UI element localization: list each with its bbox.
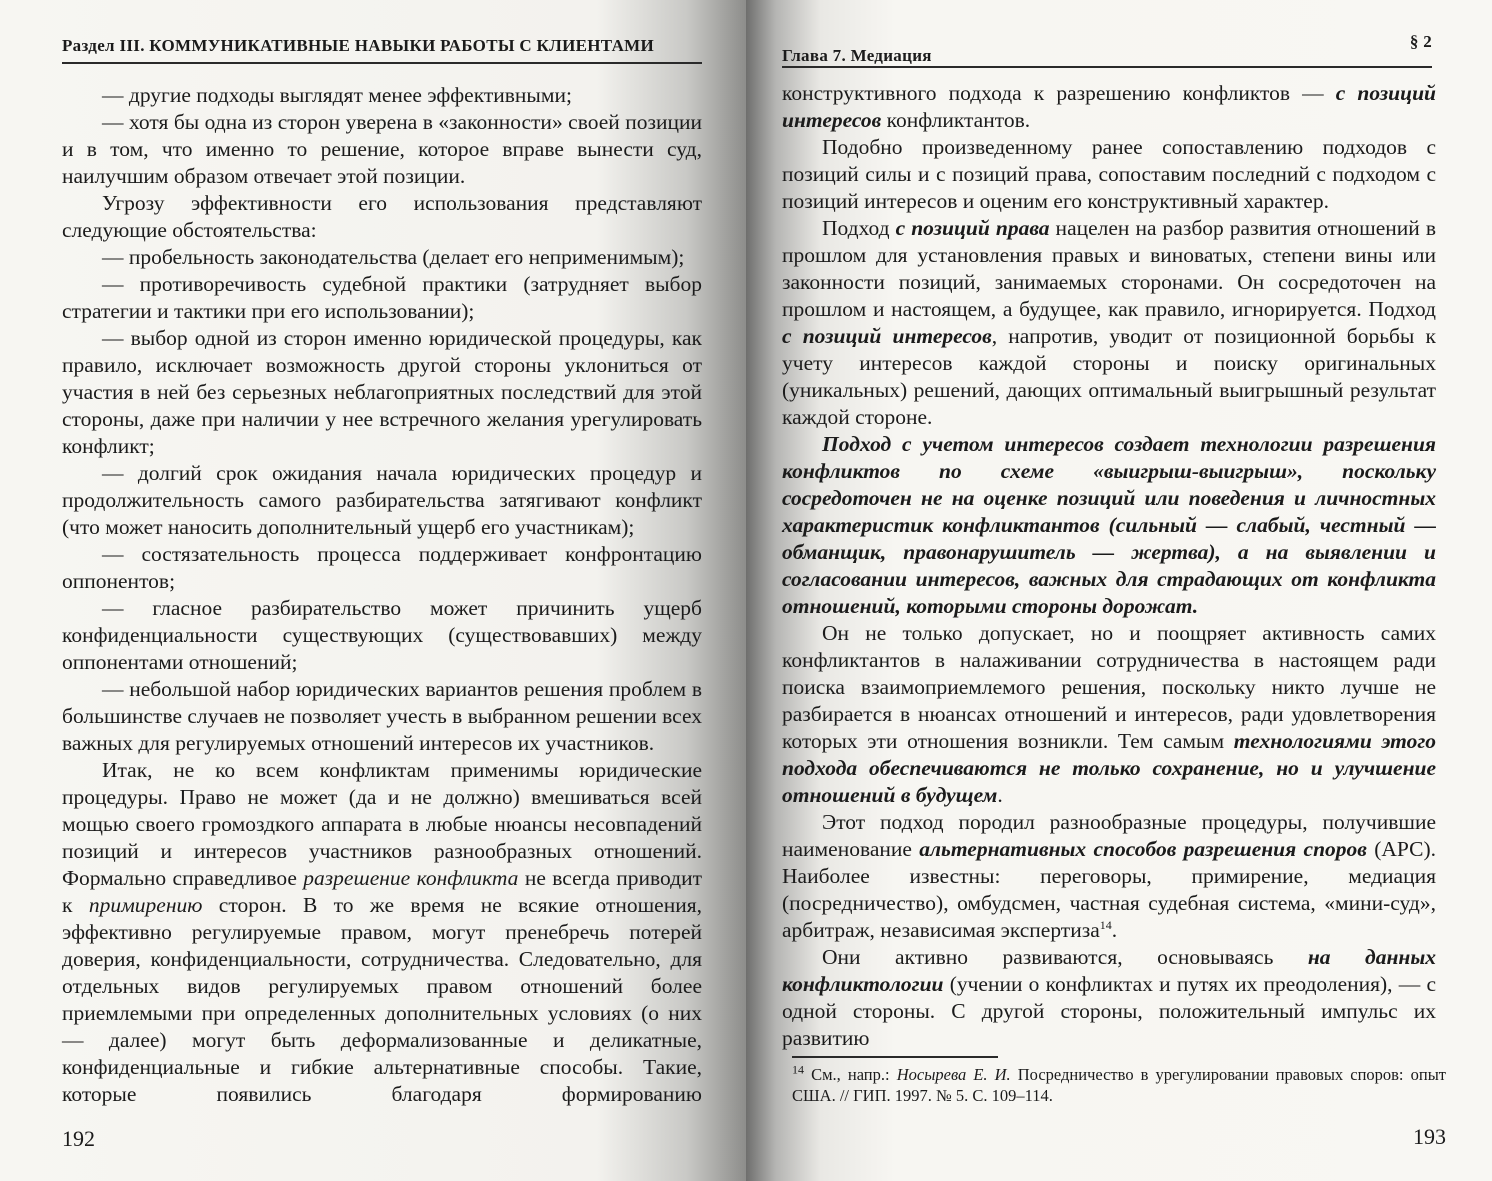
list-item: — небольшой набор юридических вариантов решения проблем в большинстве случаев не позволяет учесть в выбранном решении всех важных для регулируемых отношений интересов их участников. — [62, 677, 702, 755]
right-page — [746, 0, 1492, 1181]
paragraph: Угрозу эффективности его использования представляют следующие обстоятельства: — [62, 191, 702, 242]
text-run: (учении о конфликтах и путях их преодоления), — с одной стороны. С другой стороны, положительный импульс их развитию — [782, 972, 1436, 1050]
header-rule — [62, 62, 702, 64]
italic-term: разрешение конфликта — [303, 866, 519, 890]
text-run: Посредничество в урегулировании правовых споров: опыт США. // ГИП. 1997. № 5. С. 109–114. — [792, 1065, 1446, 1105]
header-rule — [782, 66, 1432, 68]
list-item: — долгий срок ожидания начала юридических процедур и продолжительность самого разбирательства затягивают конфликт (что может наносить дополнительный ущерб его участникам); — [62, 461, 702, 539]
paragraph — [782, 80, 1436, 134]
author-name: Носырева Е. И. — [896, 1065, 1011, 1084]
list-item: — пробельность законодательства (делает его неприменимым); — [102, 245, 685, 269]
paragraph — [782, 944, 1436, 1052]
text-run: нацелен на разбор развития отношений в прошлом для установления правых и виноватых, степени вины или законности позиций, занимаемых сторонами. Он сосредоточен на прошлом и настоящем, а будущее, как правило, игнорируется. Подход — [782, 216, 1436, 321]
footnote-rule — [792, 1056, 998, 1058]
list-item: — выбор одной из сторон именно юридической процедуры, как правило, исключает возможность другой стороны уклониться от участия в ней без серьезных неблагоприятных последствий для этой стороны, даже при наличии у нее встречного желания урегулировать конфликт; — [62, 326, 702, 458]
list-item: — состязательность процесса поддерживает конфронтацию оппонентов; — [62, 542, 702, 593]
text-run: конструктивного подхода к разрешению конфликтов — — [782, 81, 1336, 105]
text-run: Они активно развиваются, основываясь — [822, 945, 1308, 969]
paragraph — [782, 620, 1436, 809]
text-run: Подход — [822, 216, 896, 240]
text-run: , напротив, уводит от позиционной борьбы к учету интересов каждой стороны и поиску оригинальных (уникальных) решений, дающих оптимальный выигрышный результат каждой стороне. — [782, 324, 1436, 429]
footnote-number: 14 — [792, 1062, 804, 1077]
page-number: 192 — [62, 1126, 95, 1151]
list-item: — противоречивость судебной практики (затрудняет выбор стратегии и тактики при его использовании); — [62, 272, 702, 323]
text-run: конфликтантов. — [881, 108, 1031, 132]
paragraph — [782, 809, 1436, 944]
emphasis: с позиций права — [895, 216, 1050, 240]
section-mark: § 2 — [1409, 32, 1432, 51]
emphasis: с позиций интересов — [782, 81, 1436, 132]
italic-term: примирению — [88, 893, 203, 917]
emphasis: альтернативных способов разрешения споров — [919, 837, 1367, 861]
running-header: Раздел III. КОММУНИКАТИВНЫЕ НАВЫКИ РАБОТЫ С КЛИЕНТАМИ — [62, 36, 655, 55]
paragraph — [62, 757, 702, 1108]
left-page-body — [62, 82, 702, 1108]
text-run: сторон. В то же время не всякие отношения, эффективно регулируемые правом, могут пренебречь потерей доверия, конфиденциальности, сотрудничества. Следовательно, для отдельных видов регулируемых правом отношений более приемлемыми при определенных дополнительных условиях (о них — далее) могут быть деформализованные и деликатные, конфиденциальные и гибкие альтернативные способы. Такие, которые появились благодаря формированию — [62, 893, 702, 1106]
text-run: Он не только допускает, но и поощряет активность самих конфликтантов в налаживании сотрудничества в настоящем ради поиска взаимоприемлемого решения, поскольку никто лучше не разбирается в нюансах отношений и интересов, ради удовлетворения которых эти отношения возникли. Тем самым — [782, 621, 1436, 753]
right-page-body — [782, 80, 1436, 1052]
emphasis: технологиями этого подхода обеспечиваются не только сохранение, но и улучшение отношений в будущем — [782, 729, 1437, 807]
list-item: — хотя бы одна из сторон уверена в «законности» своей позиции и в том, что именно то решение, которое вправе вынести суд, наилучшим образом отвечает этой позиции. — [62, 110, 702, 188]
text-run: не всегда приводит к — [62, 866, 703, 917]
running-header: Глава 7. Медиация — [782, 46, 932, 65]
emphasis-paragraph: Подход с учетом интересов создает технологии разрешения конфликтов по схеме «выигрыш-выигрыш», поскольку сосредоточен не на оценке позиций или поведения и личностных характеристик конфликтантов (сильный — слабый, честный — обманщик, правонарушитель — жертва), а на выявлении и согласовании интересов, важных для страдающих от конфликта отношений, которыми стороны дорожат. — [782, 432, 1436, 618]
list-item: — гласное разбирательство может причинить ущерб конфиденциальности существующих (существовавших) между оппонентами отношений; — [62, 596, 702, 674]
text-run: . — [1111, 918, 1118, 942]
footnote-ref: 14 — [1099, 917, 1112, 932]
text-run: . — [997, 783, 1003, 807]
text-run: См., напр.: — [804, 1065, 897, 1084]
paragraph: Подобно произведенному ранее сопоставлению подходов с позиций силы и с позиций права, сопоставим последний с подходом с позиций интересов и оценим его конструктивный характер. — [782, 135, 1436, 213]
emphasis: на данных конфликтологии — [782, 945, 1436, 996]
text-run: Итак, не ко всем конфликтам применимы юридические процедуры. Право не может (да и не должно) вмешиваться всей мощью своего громоздкого аппарата в любые нюансы несовпадений позиций и интересов участников разнообразных отношений. Формально справедливое — [62, 758, 702, 890]
text-run: (АРС). Наиболее известны: переговоры, примирение, медиация (посредничество), омбудсмен, частная судебная система, «мини-суд», арбитраж, независимая экспертиза — [782, 837, 1437, 942]
list-item: — другие подходы выглядят менее эффективными; — [102, 83, 572, 107]
paragraph — [782, 215, 1436, 431]
text-run: Этот подход породил разнообразные процедуры, получившие наименование — [782, 810, 1436, 861]
footnote — [792, 1064, 1446, 1106]
emphasis: с позиций интересов — [782, 324, 992, 348]
page-number: 193 — [1413, 1124, 1446, 1149]
